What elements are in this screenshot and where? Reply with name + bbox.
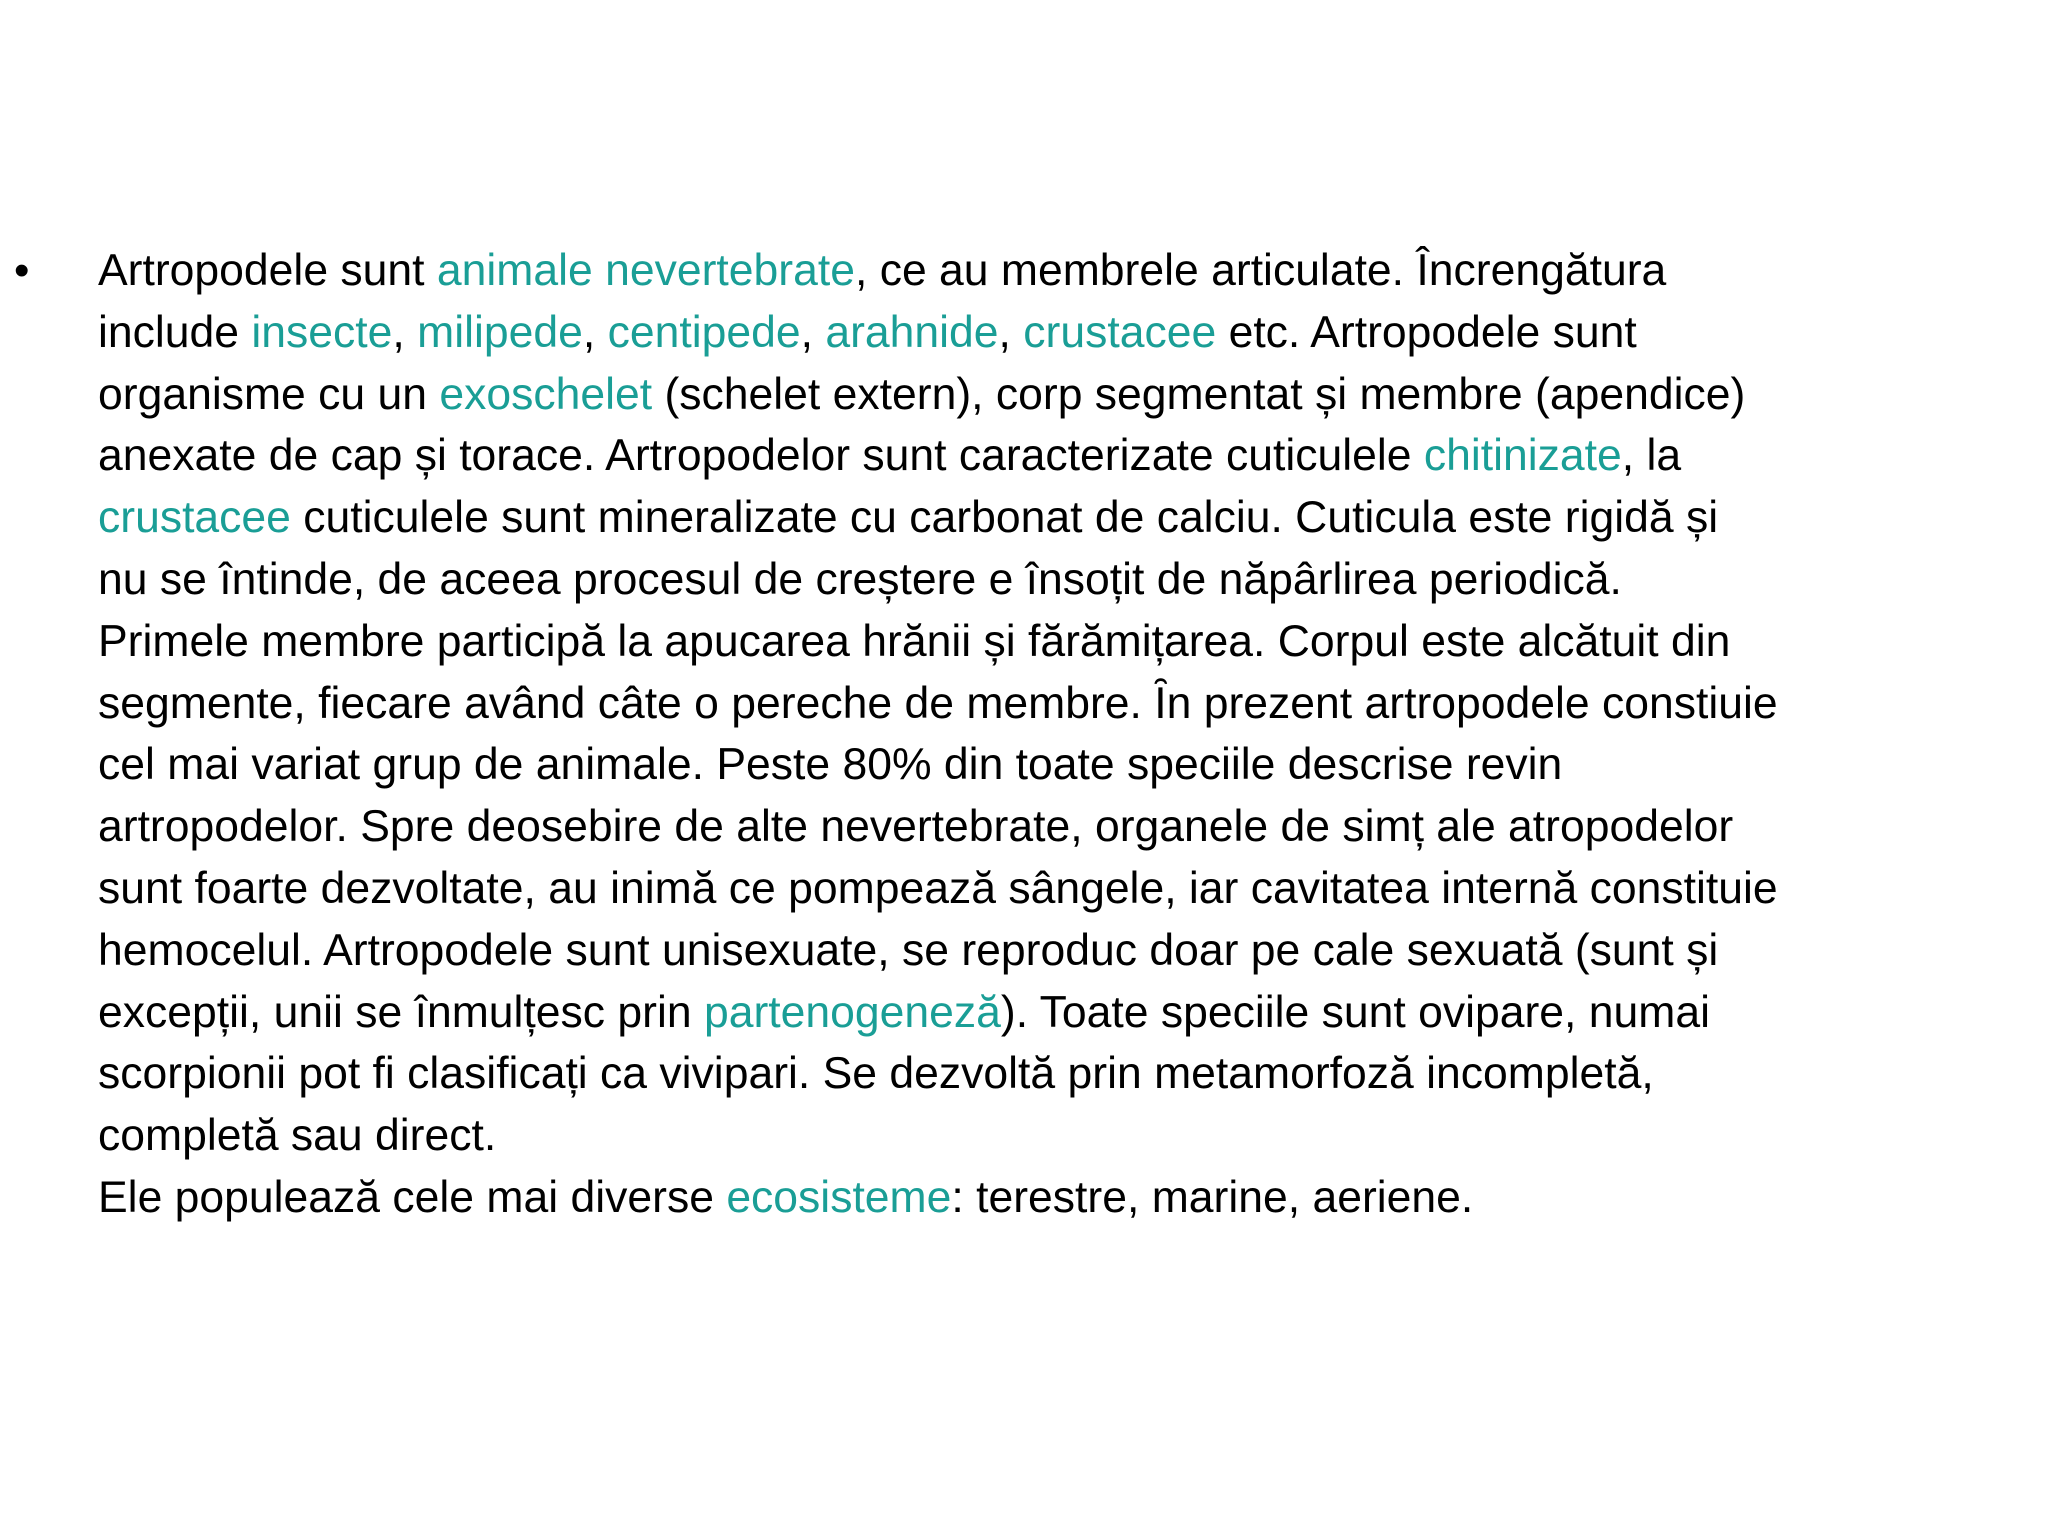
link-arahnide[interactable]: arahnide (825, 307, 999, 357)
link-animale-nevertebrate[interactable]: animale nevertebrate (436, 246, 855, 295)
link-ecosisteme[interactable]: ecosisteme (726, 1172, 952, 1222)
bullet-marker: • (14, 246, 30, 295)
text-segment: , (800, 307, 826, 357)
text-segment: , la (1621, 431, 1682, 481)
text-line (98, 734, 2048, 796)
text-segment: , (582, 307, 608, 357)
link-crustacee[interactable]: crustacee (1023, 307, 1217, 357)
link-chitinizate[interactable]: chitinizate (1423, 431, 1622, 481)
text-segment: : terestre, marine, aeriene. (951, 1172, 1474, 1222)
link-milipede[interactable]: milipede (417, 307, 583, 357)
text-line (98, 425, 2048, 487)
text-line (98, 796, 2048, 858)
text-segment: Ele populează cele mai diverse (98, 1172, 727, 1222)
text-segment: , (392, 307, 418, 357)
body-paragraph (98, 240, 2048, 1229)
text-segment: Artropodele sunt (98, 246, 437, 295)
text-line (98, 364, 2048, 426)
text-line (98, 549, 2048, 611)
text-segment: sunt foarte dezvoltate, au inimă ce pompează sângele, iar cavitatea internă constituie (98, 863, 1778, 913)
text-segment: segmente, fiecare având câte o pereche de membre. Ȋn prezent artropodele constiuie (98, 678, 1778, 728)
text-segment: , (998, 307, 1024, 357)
text-segment: completă sau direct. (98, 1111, 497, 1161)
text-line (98, 240, 2048, 302)
text-segment: hemocelul. Artropodele sunt unisexuate, se reproduc doar pe cale sexuată (sunt și (98, 925, 1719, 975)
link-insecte[interactable]: insecte (251, 307, 393, 357)
text-line (98, 611, 2048, 673)
text-segment: etc. Artropodele sunt (1216, 307, 1637, 357)
text-line (98, 302, 2048, 364)
text-line (98, 858, 2048, 920)
text-segment: artropodelor. Spre deosebire de alte nevertebrate, organele de simț ale atropodelor (98, 802, 1734, 852)
text-segment: excepții, unii se înmulțesc prin (98, 987, 704, 1037)
text-segment: Primele membre participă la apucarea hrănii și fărămițarea. Corpul este alcătuit din (98, 616, 1731, 666)
text-line (98, 982, 2048, 1044)
link-centipede[interactable]: centipede (607, 307, 801, 357)
text-segment: organisme cu un (98, 369, 440, 419)
text-segment: cel mai variat grup de animale. Peste 80% din toate speciile descrise revin (98, 740, 1563, 790)
text-segment: include (98, 307, 252, 357)
text-segment: scorpionii pot fi clasificați ca vivipari. Se dezvoltă prin metamorfoză incompletă, (98, 1049, 1654, 1099)
text-line (98, 1167, 2048, 1229)
text-segment: ). Toate speciile sunt ovipare, numai (1000, 987, 1710, 1037)
text-segment: cuticulele sunt mineralizate cu carbonat de calciu. Cuticula este rigidă și (290, 493, 1719, 543)
text-line (98, 1043, 2048, 1105)
text-line (98, 673, 2048, 735)
text-line (98, 487, 2048, 549)
text-line (98, 920, 2048, 982)
text-segment: (schelet extern), corp segmentat și membre (apendice) (652, 369, 1746, 419)
link-crustacee[interactable]: crustacee (98, 493, 291, 543)
link-partenogeneză[interactable]: partenogeneză (703, 987, 1001, 1037)
text-segment: anexate de cap și torace. Artropodelor sunt caracterizate cuticulele (98, 431, 1424, 481)
text-line (98, 1105, 2048, 1167)
link-exoschelet[interactable]: exoschelet (439, 369, 653, 419)
text-segment: nu se întinde, de aceea procesul de creștere e însoțit de năpârlirea periodică. (98, 554, 1622, 604)
text-segment: , ce au membrele articulate. Încrengătura (854, 246, 1667, 295)
